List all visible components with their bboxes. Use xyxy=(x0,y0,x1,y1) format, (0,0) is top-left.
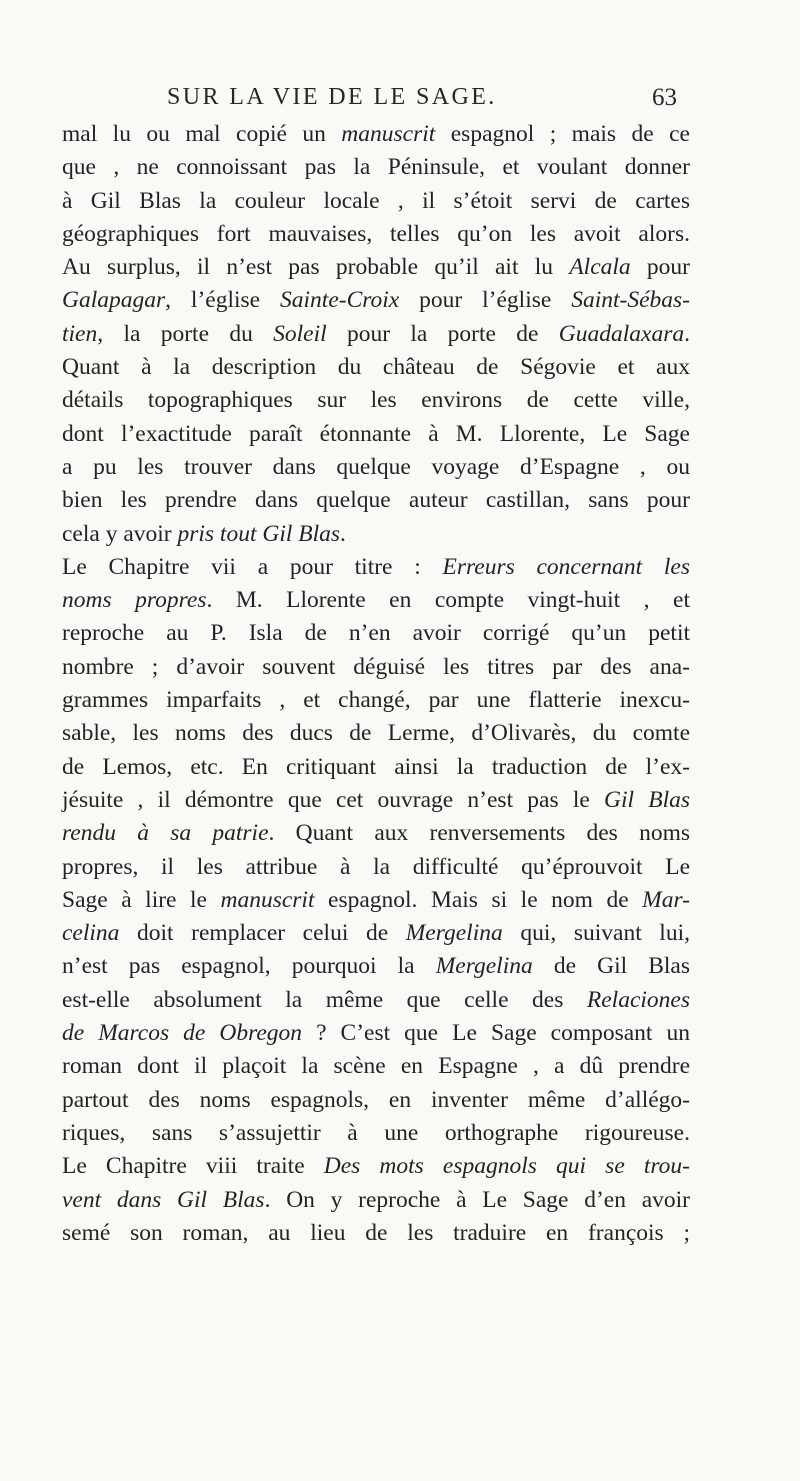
italic-text: manuscrit xyxy=(341,121,436,147)
text-run: qui, suivant lui, xyxy=(502,920,690,947)
text-line xyxy=(62,784,690,817)
text-line xyxy=(62,617,690,650)
text-run: semé son roman, au lieu de les traduire en françois ; xyxy=(62,1219,690,1246)
italic-text: Mar- xyxy=(642,886,690,913)
italic-text: tien xyxy=(62,320,98,347)
text-line xyxy=(62,418,690,451)
text-run: Sage à lire le xyxy=(62,886,221,913)
text-line xyxy=(62,1017,690,1050)
text-line xyxy=(62,950,690,983)
text-line xyxy=(62,284,690,317)
text-line xyxy=(62,851,690,884)
text-run: roman dont il plaçoit la scène en Espagne , a dû prendre xyxy=(62,1053,690,1080)
italic-text: Sainte-Croix xyxy=(280,287,400,314)
text-line xyxy=(62,1084,690,1117)
text-line xyxy=(62,751,690,784)
text-run: , l’église xyxy=(165,287,281,314)
text-line xyxy=(62,984,690,1017)
italic-text: Relaciones xyxy=(586,986,690,1013)
text-run: riques, sans s’assujettir à une orthographe rigoureuse. xyxy=(62,1119,690,1146)
text-run: Au surplus, il n’est pas probable qu’il ait lu xyxy=(62,254,570,281)
text-line xyxy=(62,1217,690,1250)
text-run: à Gil Blas la couleur locale , il s’étoit servi de cartes xyxy=(62,187,690,214)
text-run: espagnol ; mais de ce xyxy=(435,121,690,147)
text-run: cela y avoir xyxy=(62,520,178,547)
text-line xyxy=(62,917,690,950)
italic-text: Mergelina xyxy=(405,920,503,947)
text-line xyxy=(62,584,690,617)
text-run: dont l’exactitude paraît étonnante à M. Llorente, Le Sage xyxy=(62,420,690,447)
text-run: géographiques fort mauvaises, telles qu’on les avoit alors. xyxy=(62,220,690,247)
text-run: ? C’est que Le Sage composant un xyxy=(302,1020,690,1047)
text-run: nombre ; d’avoir souvent déguisé les titres par des ana- xyxy=(62,653,690,680)
text-line xyxy=(62,1117,690,1150)
text-line xyxy=(62,684,690,717)
text-run: mal lu ou mal copié un xyxy=(62,121,342,147)
text-run: partout des noms espagnols, en inventer même d’allégo- xyxy=(62,1086,690,1113)
italic-text: vent dans Gil Blas xyxy=(62,1186,265,1213)
italic-text: manuscrit xyxy=(220,886,315,913)
text-run: propres, il les attribue à la difficulté qu’éprouvoit Le xyxy=(62,853,690,880)
italic-text: Des mots espagnols qui se trou- xyxy=(323,1153,690,1180)
text-run: grammes imparfaits , et changé, par une flatterie inexcu- xyxy=(62,687,690,714)
text-run: , la porte du xyxy=(97,320,274,347)
italic-text: Galapagar xyxy=(62,287,166,314)
text-line xyxy=(62,384,690,417)
text-line xyxy=(62,884,690,917)
text-run: de Gil Blas xyxy=(532,953,690,980)
italic-text: noms propres xyxy=(62,587,207,614)
text-run: . xyxy=(684,320,690,347)
text-line xyxy=(62,451,690,484)
text-line xyxy=(62,151,690,184)
text-line xyxy=(62,551,690,584)
text-run: reproche au P. Isla de n’en avoir corrigé qu’un petit xyxy=(62,620,690,647)
text-run: est-elle absolument la même que celle des xyxy=(62,986,587,1013)
text-line xyxy=(62,185,690,218)
text-run: . M. Llorente en compte vingt-huit , et xyxy=(206,587,690,614)
body-text xyxy=(62,118,690,1250)
text-run: pour l’église xyxy=(399,287,572,314)
text-line xyxy=(62,218,690,251)
text-run: bien les prendre dans quelque auteur castillan, sans pour xyxy=(62,487,690,514)
running-title: SUR LA VIE DE LE SAGE. xyxy=(167,84,497,110)
text-line xyxy=(62,318,690,351)
text-line xyxy=(62,717,690,750)
text-run: n’est pas espagnol, pourquoi la xyxy=(62,953,436,980)
italic-text: pris tout Gil Blas xyxy=(177,520,341,547)
text-line xyxy=(62,484,690,517)
text-run: doit remplacer celui de xyxy=(119,920,406,947)
text-run: espagnol. Mais si le nom de xyxy=(314,886,643,913)
text-run: de Lemos, etc. En critiquant ainsi la traduction de l’ex- xyxy=(62,753,690,780)
text-run: a pu les trouver dans quelque voyage d’Espagne , ou xyxy=(62,453,690,480)
text-line xyxy=(62,1150,690,1183)
text-line xyxy=(62,518,690,551)
italic-text: de Marcos de Obregon xyxy=(62,1020,303,1047)
text-run: jésuite , il démontre que cet ouvrage n’est pas le xyxy=(62,786,604,813)
text-run: Quant à la description du château de Ségovie et aux xyxy=(62,354,690,381)
italic-text: Erreurs concernant les xyxy=(442,553,691,580)
text-run: que , ne connoissant pas la Péninsule, et voulant donner xyxy=(62,154,690,181)
running-head xyxy=(0,84,800,114)
text-line xyxy=(62,1050,690,1083)
text-line xyxy=(62,817,690,850)
italic-text: celina xyxy=(62,920,120,947)
text-line xyxy=(62,251,690,284)
italic-text: rendu à sa patrie xyxy=(62,820,269,847)
italic-text: Mergelina xyxy=(435,953,533,980)
text-line xyxy=(62,118,690,151)
italic-text: Guadalaxara xyxy=(558,320,685,347)
text-run: . On y reproche à Le Sage d’en avoir xyxy=(264,1186,690,1213)
text-run: . xyxy=(340,520,346,547)
italic-text: Gil Blas xyxy=(603,786,690,813)
italic-text: Alcala xyxy=(569,254,631,281)
text-run: détails topographiques sur les environs de cette ville, xyxy=(62,387,690,414)
italic-text: Saint-Sébas- xyxy=(571,287,691,314)
italic-text: Soleil xyxy=(273,320,327,347)
text-run: Le Chapitre viii traite xyxy=(62,1153,324,1180)
text-run: pour la porte de xyxy=(326,320,559,347)
text-line xyxy=(62,651,690,684)
text-line xyxy=(62,1184,690,1217)
text-run: . Quant aux renversements des noms xyxy=(268,820,691,847)
page-number: 63 xyxy=(652,84,677,111)
text-run: Le Chapitre vii a pour titre : xyxy=(62,553,443,580)
text-run: sable, les noms des ducs de Lerme, d’Olivarès, du comte xyxy=(62,720,690,747)
text-line xyxy=(62,351,690,384)
text-run: pour xyxy=(630,254,690,281)
